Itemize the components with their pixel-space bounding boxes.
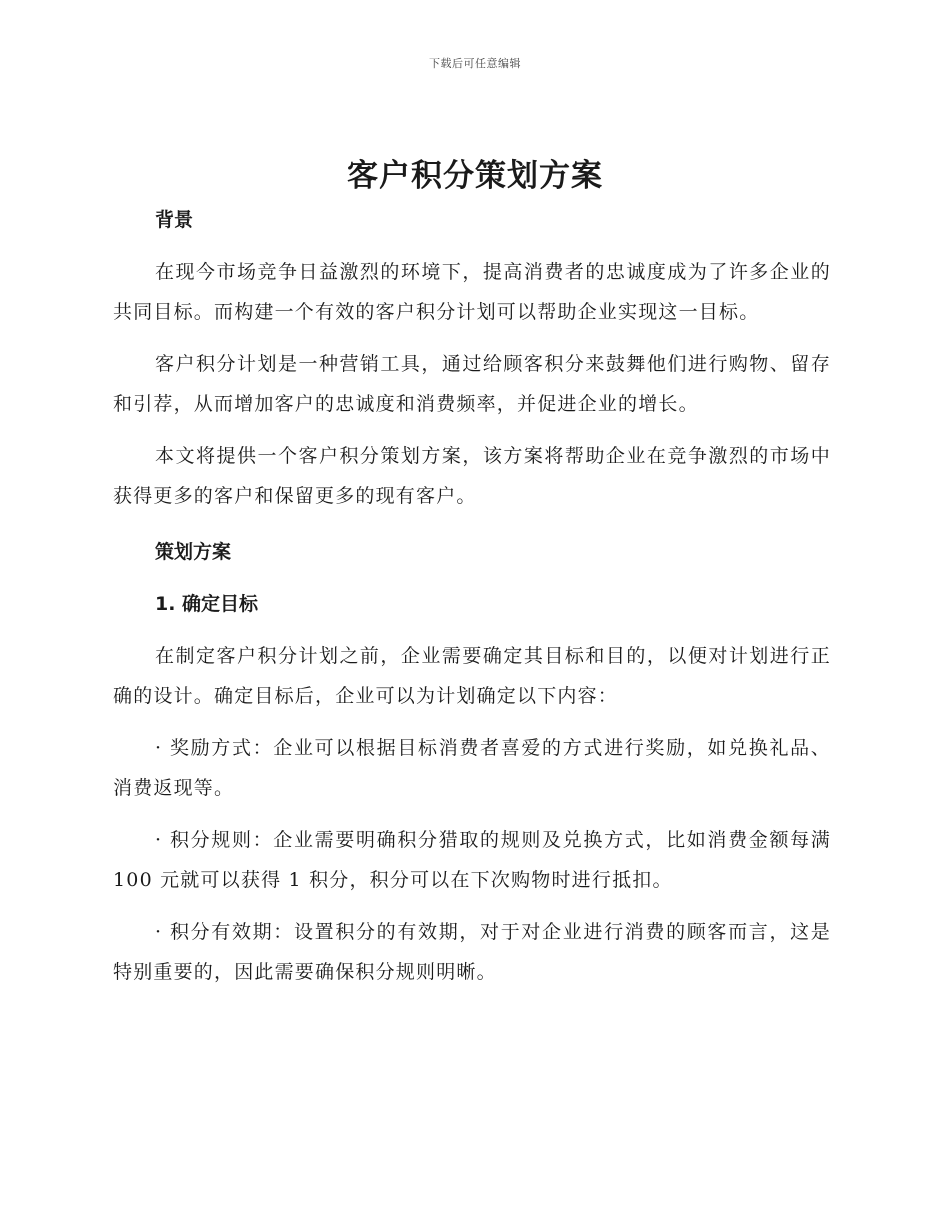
paragraph: 客户积分计划是一种营销工具，通过给顾客积分来鼓舞他们进行购物、留存和引荐，从而增加客户的忠诚度和消费频率，并促进企业的增长。 (113, 353, 831, 415)
subheading-determine-goals: 1. 确定目标 (155, 593, 259, 615)
paragraph: 在现今市场竞争日益激烈的环境下，提高消费者的忠诚度成为了许多企业的共同目标。而构建一个有效的客户积分计划可以帮助企业实现这一目标。 (113, 261, 831, 323)
bullet-item-reward-method: · 奖励方式：企业可以根据目标消费者喜爱的方式进行奖励，如兑换礼品、消费返现等。 (113, 737, 831, 799)
bullet-item-points-rules: · 积分规则：企业需要明确积分猎取的规则及兑换方式，比如消费金额每满 100 元就可以获得 1 积分，积分可以在下次购物时进行抵扣。 (113, 829, 831, 891)
document-body (113, 200, 831, 992)
section-heading-plan: 策划方案 (155, 541, 232, 563)
section-heading-background: 背景 (155, 209, 194, 231)
bullet-item-points-validity: · 积分有效期：设置积分的有效期，对于对企业进行消费的顾客而言，这是特别重要的，因此需要确保积分规则明晰。 (113, 921, 831, 983)
paragraph: 本文将提供一个客户积分策划方案，该方案将帮助企业在竞争激烈的市场中获得更多的客户和保留更多的现有客户。 (113, 445, 831, 507)
paragraph: 在制定客户积分计划之前，企业需要确定其目标和目的，以便对计划进行正确的设计。确定目标后，企业可以为计划确定以下内容： (113, 645, 831, 707)
header-note: 下载后可任意编辑 (429, 57, 521, 70)
document-title: 客户积分策划方案 (347, 158, 603, 194)
